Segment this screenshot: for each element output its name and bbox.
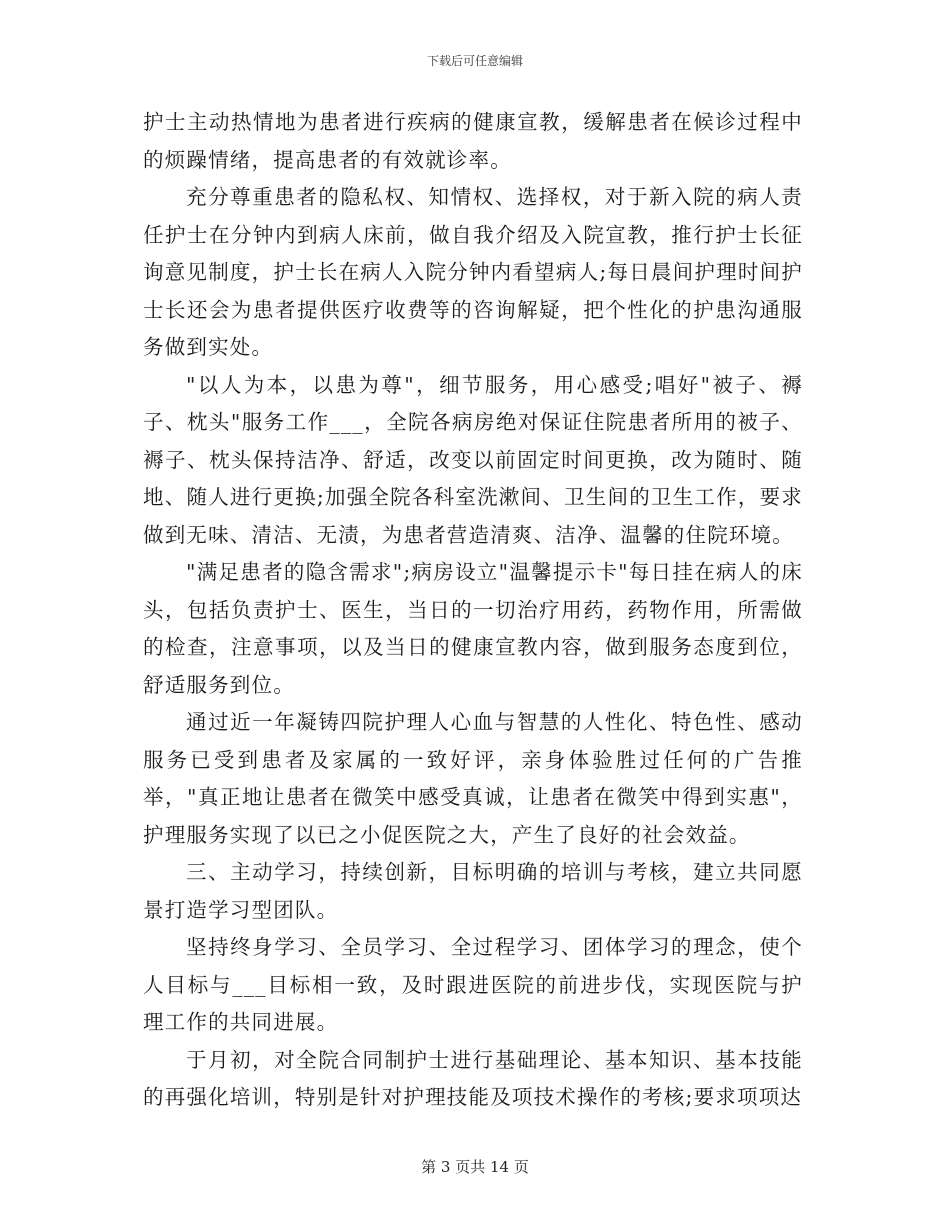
paragraph-5: 通过近一年凝铸四院护理人心血与智慧的人性化、特色性、感动服务已受到患者及家属的一致好评，亲身体验胜过任何的广告推举，"真正地让患者在微笑中感受真诚，让患者在微笑中得到实惠"，护理服务实现了以已之小促医院之大，产生了良好的社会效益。	[143, 710, 803, 847]
paragraph-3: "以人为本，以患为尊"，细节服务，用心感受;唱好"被子、褥子、枕头"服务工作___，全院各病房绝对保证住院患者所用的被子、褥子、枕头保持洁净、舒适，改变以前固定时间更换，改为随时、随地、随人进行更换;加强全院各科室洗漱间、卫生间的卫生工作，要求做到无味、清洁、无渍，为患者营造清爽、洁净、温馨的住院环境。	[143, 372, 803, 547]
paragraph-1: 护士主动热情地为患者进行疾病的健康宣教，缓解患者在候诊过程中的烦躁情绪，提高患者的有效就诊率。	[143, 110, 803, 172]
paragraph-4: "满足患者的隐含需求";病房设立"温馨提示卡"每日挂在病人的床头，包括负责护士、医生，当日的一切治疗用药，药物作用，所需做的检查，注意事项，以及当日的健康宣教内容，做到服务态度到位，舒适服务到位。	[143, 560, 803, 697]
document-body	[143, 104, 803, 1117]
paragraph-8: 于月初，对全院合同制护士进行基础理论、基本知识、基本技能的再强化培训，特别是针对护理技能及项技术操作的考核;要求项项达	[143, 1047, 803, 1109]
paragraph-7: 坚持终身学习、全员学习、全过程学习、团体学习的理念，使个人目标与___目标相一致，及时跟进医院的前进步伐，实现医院与护理工作的共同进展。	[143, 935, 803, 1034]
paragraph-6: 三、主动学习，持续创新，目标明确的培训与考核，建立共同愿景打造学习型团队。	[143, 860, 803, 922]
page-footer: 第 3 页共 14 页	[421, 1158, 529, 1176]
page-header: 下载后可任意编辑	[426, 54, 523, 68]
paragraph-2: 充分尊重患者的隐私权、知情权、选择权，对于新入院的病人责任护士在分钟内到病人床前，做自我介绍及入院宣教，推行护士长征询意见制度，护士长在病人入院分钟内看望病人;每日晨间护理时间护士长还会为患者提供医疗收费等的咨询解疑，把个性化的护患沟通服务做到实处。	[143, 185, 803, 359]
